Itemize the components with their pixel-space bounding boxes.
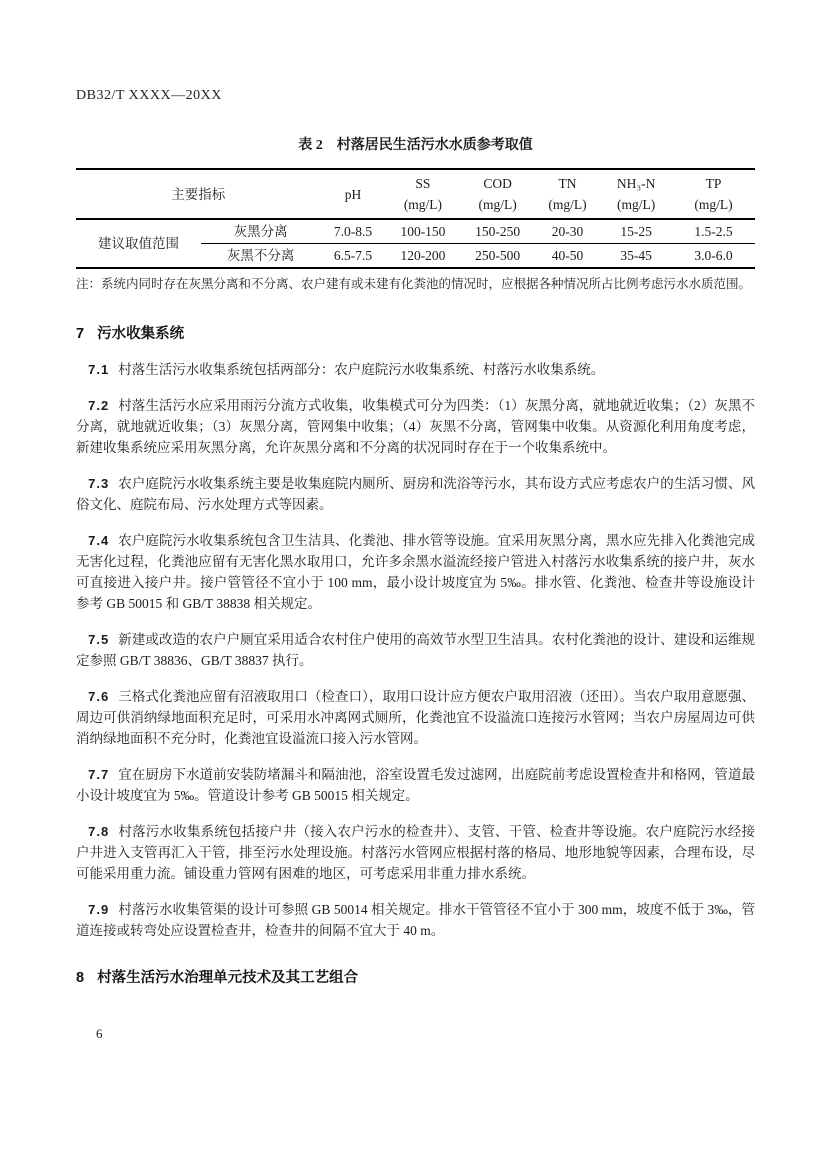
clause-number: 7.5	[88, 632, 110, 647]
clause-text: 三格式化粪池应留有沼液取用口（检查口），取用口设计应方便农户取用沼液（还田）。当农户取用意愿强、周边可供消纳绿地面积充足时，可采用水冲离网式厕所，化粪池宜不设溢流口连接污水管网；当农户房屋周边可供消纳绿地面积不充分时，化粪池宜设溢流口接入污水管网。	[76, 689, 755, 746]
clause-number: 7.9	[88, 902, 110, 917]
cell-value: 6.5-7.5	[333, 248, 373, 263]
clause-text: 农户庭院污水收集系统主要是收集庭院内厕所、厨房和洗浴等污水，其布设方式应考虑农户的生活习惯、风俗文化、庭院布局、污水处理方式等因素。	[76, 476, 755, 512]
table-header-tn	[535, 169, 600, 219]
clause-text: 村落生活污水应采用雨污分流方式收集，收集模式可分为四类：（1）灰黑分离，就地就近收集；（2）灰黑不分离，就地就近收集；（3）灰黑分离，管网集中收集；（4）灰黑不分离，管网集中收集。从资源化利用角度考虑，新建收集系统应采用灰黑分离，允许灰黑分离和不分离的状况同时存在于一个收集系统中。	[76, 398, 755, 455]
cell-value: 15-25	[600, 219, 672, 244]
clause-text: 村落污水收集管渠的设计可参照 GB 50014 相关规定。排水干管管径不宜小于 300 mm，坡度不低于 3‰，管道连接或转弯处应设置检查井，检查井的间隔不宜大于 40 m。	[76, 902, 755, 938]
clause-text: 村落生活污水收集系统包括两部分：农户庭院污水收集系统、村落污水收集系统。	[118, 362, 605, 377]
column-name: COD	[483, 176, 512, 191]
clause-7-9	[76, 899, 755, 941]
cell-value: 35-45	[620, 248, 652, 263]
clause-number: 7.3	[88, 476, 110, 491]
cell-value: 20-30	[535, 219, 600, 244]
section-number: 7	[76, 326, 85, 342]
column-name: NH₃-N	[616, 176, 656, 191]
table-caption-text: 村落居民生活污水水质参考取值	[336, 138, 533, 153]
clause-7-4	[76, 530, 755, 614]
column-unit: (mg/L)	[694, 197, 733, 212]
clause-text: 宜在厨房下水道前安装防堵漏斗和隔油池，浴室设置毛发过滤网，出庭院前考虑设置检查井和格网，管道最小设计坡度宜为 5‰。管道设计参考 GB 50015 相关规定。	[76, 767, 755, 803]
clause-number: 7.7	[88, 767, 110, 782]
page-number: 6	[96, 1026, 103, 1041]
table-caption-label: 表 2	[298, 138, 323, 153]
cell-value: 7.0-8.5	[320, 219, 385, 244]
clause-text: 新建或改造的农户户厕宜采用适合农村住户使用的高效节水型卫生洁具。农村化粪池的设计、建设和运维规定参照 GB/T 38836、GB/T 38837 执行。	[76, 632, 755, 668]
cell-value: 250-500	[475, 248, 521, 263]
table-header-tp	[672, 169, 755, 219]
cell-value: 150-250	[460, 219, 535, 244]
column-unit: (mg/L)	[478, 197, 517, 212]
clause-number: 7.1	[88, 362, 110, 377]
cell-value: 1.5-2.5	[672, 219, 755, 244]
clause-number: 7.6	[88, 689, 110, 704]
table-header-ph	[320, 169, 385, 219]
clause-number: 7.4	[88, 533, 110, 548]
table-row	[76, 219, 755, 244]
column-name: TN	[558, 176, 577, 191]
clause-7-1	[76, 359, 755, 380]
standard-code: DB32/T XXXX—20XX	[76, 88, 222, 103]
table-note: 注：系统内同时存在灰黑分离和不分离、农户建有或未建有化粪池的情况时，应根据各种情况所占比例考虑污水水质范围。	[76, 277, 752, 291]
column-unit: (mg/L)	[403, 197, 443, 212]
section-number: 8	[76, 970, 85, 986]
section-7-heading	[76, 324, 755, 344]
section-title: 村落生活污水治理单元技术及其工艺组合	[97, 970, 359, 986]
row-label: 灰黑分离	[201, 219, 321, 244]
cell-value: 100-150	[386, 219, 461, 244]
table-header-cod	[460, 169, 535, 219]
cell-value: 120-200	[400, 248, 446, 263]
table-group-label: 建议取值范围	[97, 236, 179, 251]
clause-number: 7.2	[88, 398, 110, 413]
column-name: pH	[344, 186, 362, 202]
section-title: 污水收集系统	[97, 326, 185, 342]
clause-7-2	[76, 395, 755, 458]
clause-7-3	[76, 473, 755, 515]
clause-7-8	[76, 821, 755, 884]
table-header-row	[76, 169, 755, 219]
section-8-heading	[76, 968, 755, 988]
clause-text: 农户庭院污水收集系统包含卫生洁具、化粪池、排水管等设施。宜采用灰黑分离，黑水应先排入化粪池完成无害化过程，化粪池应留有无害化黑水取用口，允许多余黑水溢流经接户管进入村落污水收集系统的接户井，灰水可直接进入接户井。接户管管径不宜小于 100 mm，最小设计坡度宜为 5‰。排水管、化粪池、检查井等设施设计参考 GB 50015 和 GB/T 38838 相关规定。	[76, 533, 755, 611]
clause-7-6	[76, 686, 755, 749]
column-name: SS	[415, 176, 431, 191]
clause-number: 7.8	[88, 824, 110, 839]
column-unit: (mg/L)	[548, 197, 587, 212]
column-unit: (mg/L)	[617, 197, 656, 212]
cell-value: 3.0-6.0	[694, 248, 733, 263]
row-label: 灰黑不分离	[226, 248, 295, 263]
table-caption	[76, 136, 755, 156]
cell-value: 40-50	[551, 248, 584, 263]
water-quality-table	[76, 168, 755, 269]
table-header-ss	[386, 169, 461, 219]
clause-text: 村落污水收集系统包括接户井（接入农户污水的检查井）、支管、干管、检查井等设施。农户庭院污水经接户井进入支管再汇入干管，排至污水处理设施。村落污水管网应根据村落的格局、地形地貌等因素，合理布设，尽可能采用重力流。铺设重力管网有困难的地区，可考虑采用非重力排水系统。	[76, 824, 755, 881]
clause-7-7	[76, 764, 755, 806]
column-name: TP	[705, 176, 722, 191]
clause-7-5	[76, 629, 755, 671]
table-header-nh3n	[600, 169, 672, 219]
table-header-indicator: 主要指标	[76, 169, 320, 219]
